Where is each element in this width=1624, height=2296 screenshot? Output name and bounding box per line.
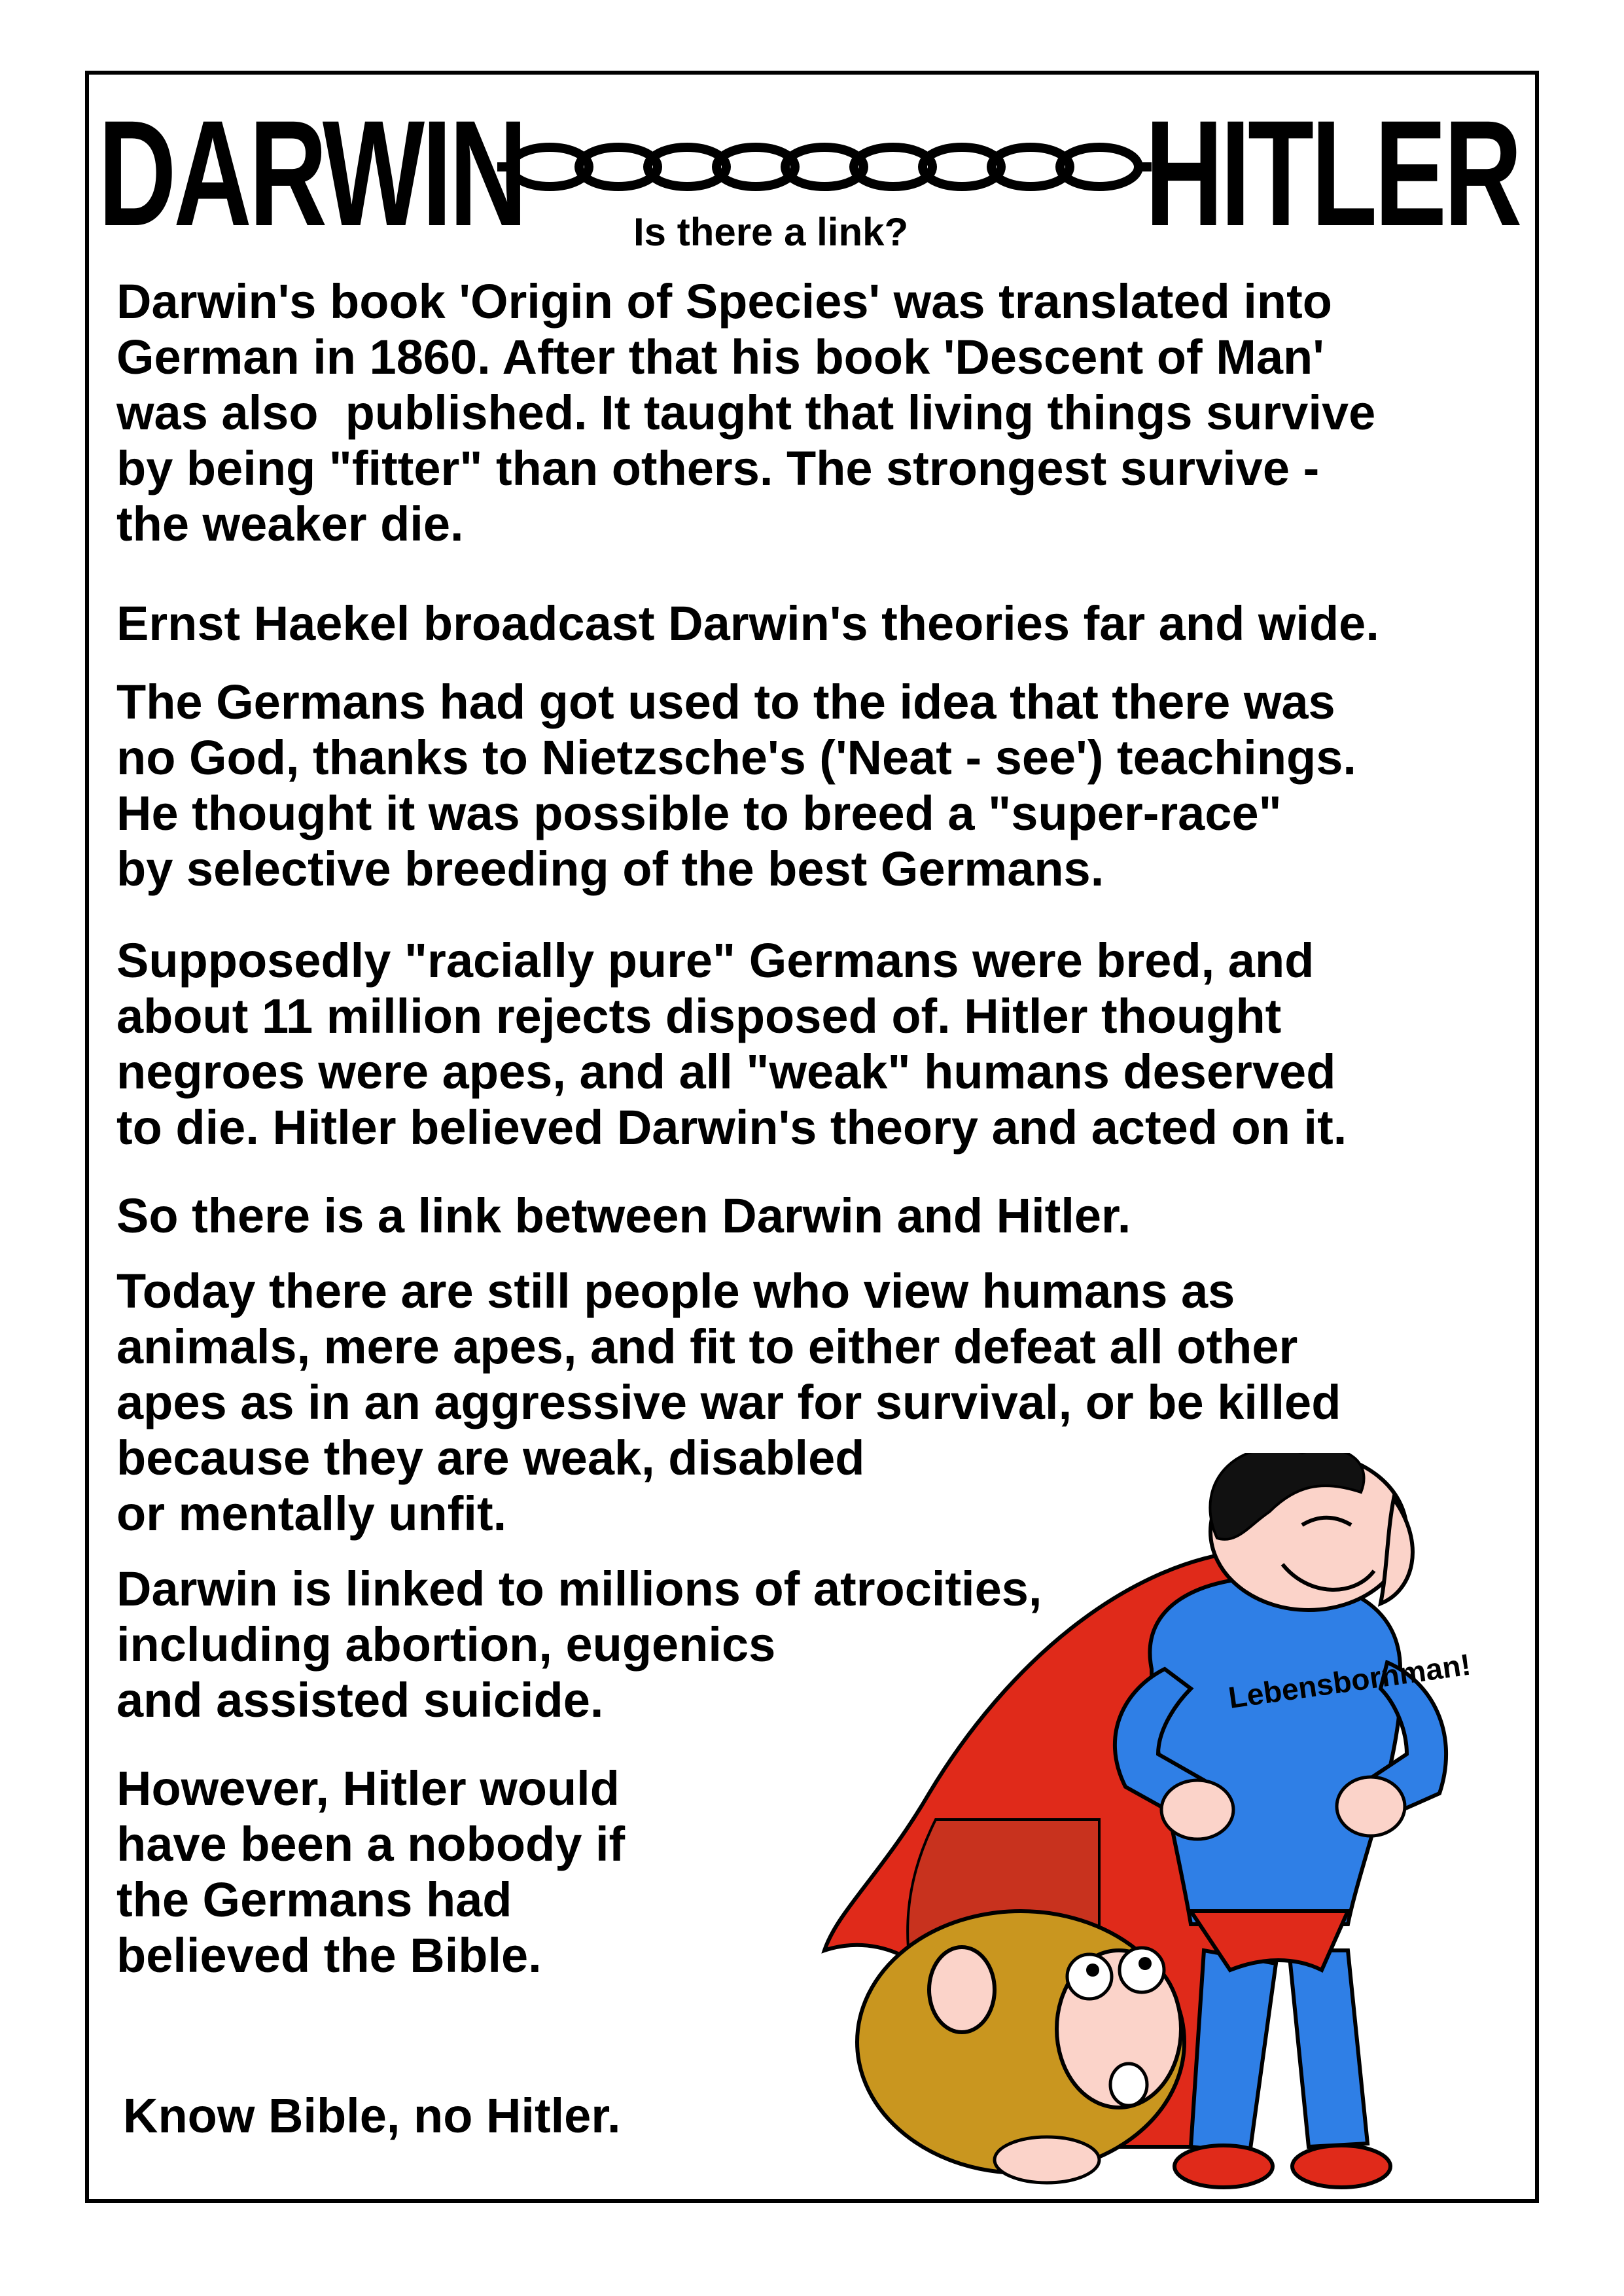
ape-ear [929,1947,995,2032]
paragraph-nietzsche: The Germans had got used to the idea that there was no God, thanks to Nietzsche's ('Neat - see') teachings. He thought it was possible to breed a "super-race" by selective breeding of the best Germans. [116,675,1356,896]
hero-leg-left [1191,1950,1276,2153]
subtitle: Is there a link? [633,210,909,254]
paragraph-atrocities: Darwin is linked to millions of atrocities, including abortion, eugenics and assisted suicide. [116,1562,1042,1727]
paragraph-today: Today there are still people who view humans as animals, mere apes, and fit to either defeat all other apes as in an aggressive war for survival, or be killed because they are weak, disabled or mentally unfit. [116,1264,1341,1541]
hero-boot-right [1292,2145,1390,2187]
ape-hand [995,2137,1099,2183]
chain-link-icon [497,131,1152,203]
hero-torso [1150,1577,1401,1924]
superhero-and-ape-illustration [733,1453,1538,2199]
paragraph-haekel: Ernst Haekel broadcast Darwin's theories far and wide. [116,596,1379,651]
hero-fist-left [1161,1780,1233,1839]
hero-leg-right [1289,1950,1368,2147]
header-darwin: DARWIN [98,89,525,257]
paragraph-racially-pure: Supposedly "racially pure" Germans were bred, and about 11 million rejects disposed of. Hitler thought negroes were apes, and all "weak" humans deserved to die. Hitler believed Darwin's theory and acted on it. [116,933,1347,1155]
ape-eye-right [1120,1948,1164,1992]
paragraph-darwin-book: Darwin's book 'Origin of Species' was translated into German in 1860. After that his book 'Descent of Man' was also published. It taught that living things survive by being "fitter" than others. The strongest survive - the weaker die. [116,274,1376,551]
chest-logo-text: Lebensbornman! [1226,1647,1473,1715]
header-hitler: HITLER [1145,89,1520,257]
ape-mouth [1110,2064,1147,2106]
paragraph-conclusion: Know Bible, no Hitler. [123,2089,621,2143]
paragraph-bible: However, Hitler would have been a nobody if the Germans had believed the Bible. [116,1761,626,1982]
hero-boot-left [1174,2145,1273,2187]
ape-eye-left [1067,1954,1112,1999]
hero-fist-right [1337,1777,1405,1836]
paragraph-link: So there is a link between Darwin and Hitler. [116,1189,1131,1243]
